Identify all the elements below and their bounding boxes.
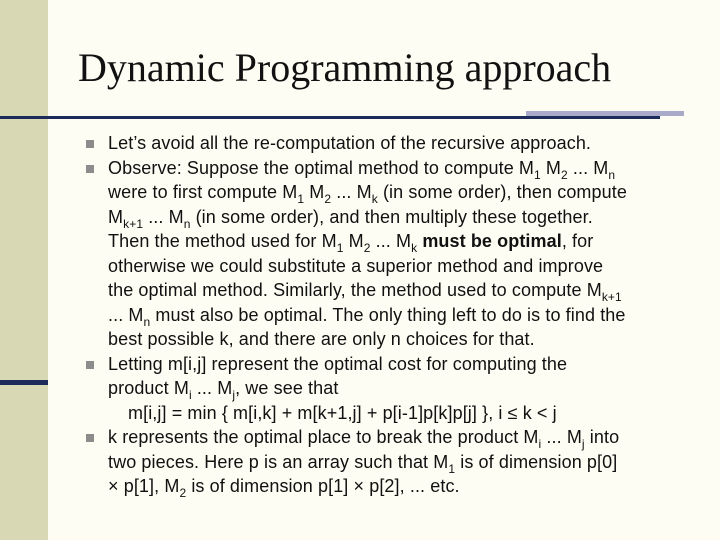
bullet-list xyxy=(84,131,684,499)
text-run: is of dimension p[1] × p[2], ... etc. xyxy=(186,476,460,496)
text-run: into xyxy=(584,427,620,447)
text-run: , for xyxy=(561,231,594,251)
bullet-item xyxy=(84,156,684,352)
subscript: 1 xyxy=(448,461,456,476)
subscript: 1 xyxy=(534,167,541,182)
text-run: Observe: Suppose the optimal method to compute M xyxy=(108,157,535,178)
bullet-item xyxy=(84,425,684,499)
subscript: 2 xyxy=(561,167,568,182)
text-run: ... M xyxy=(370,231,412,251)
subscript: 2 xyxy=(363,241,371,255)
text-line xyxy=(108,425,684,450)
text-run: Let’s avoid all the re-computation of the recursive approach. xyxy=(108,133,592,153)
text-run: ... M xyxy=(567,157,609,178)
text-run: m[i,j] = min { m[i,k] + m[k+1,j] + p[i-1]p[k]p[j] }, i ≤ k < j xyxy=(128,402,557,423)
subscript: 1 xyxy=(336,241,344,255)
title-divider xyxy=(0,116,660,119)
text-run: Then the method used for M xyxy=(108,231,337,251)
text-line xyxy=(108,474,684,499)
text-run: ... M xyxy=(108,304,144,325)
subscript: k xyxy=(411,241,418,255)
text-line xyxy=(108,131,684,156)
text-line xyxy=(108,327,684,352)
text-line xyxy=(108,376,684,401)
text-run: (in some order), then compute xyxy=(377,182,627,202)
text-run: (in some order), and then multiply these together. xyxy=(190,206,593,227)
recurrence-formula xyxy=(108,401,684,426)
text-run: ... M xyxy=(541,427,582,447)
bullet-square-icon xyxy=(86,140,94,148)
text-run: Letting m[i,j] represent the optimal cost for computing the xyxy=(108,353,568,374)
slide-title: Dynamic Programming approach xyxy=(78,45,612,90)
bullet-square-icon xyxy=(86,165,94,173)
left-accent-mark xyxy=(0,380,48,385)
text-run: M xyxy=(304,182,325,202)
text-run: ... M xyxy=(331,182,372,202)
text-run: is of dimension p[0] xyxy=(455,451,618,472)
text-line xyxy=(108,278,684,303)
text-run: × p[1], M xyxy=(108,476,180,496)
subscript: k xyxy=(371,192,378,206)
subscript: n xyxy=(143,314,151,329)
text-line xyxy=(108,205,684,230)
text-line xyxy=(108,303,684,328)
bullet-square-icon xyxy=(86,434,94,442)
text-run: otherwise we could substitute a superior method and improve xyxy=(108,255,604,276)
bullet-item xyxy=(84,352,684,426)
bullet-item xyxy=(84,131,684,156)
text-run: the optimal method. Similarly, the method used to compute M xyxy=(108,280,602,300)
subscript: 2 xyxy=(324,192,332,206)
subscript: k+1 xyxy=(123,216,144,231)
text-run: M xyxy=(108,206,124,227)
text-run: M xyxy=(343,231,364,251)
text-line xyxy=(108,352,684,377)
text-line xyxy=(108,156,684,181)
subscript: k+1 xyxy=(601,290,622,304)
text-run: two pieces. Here p is an array such that M xyxy=(108,451,449,472)
text-run: k represents the optimal place to break the product M xyxy=(108,427,539,447)
text-run: ... M xyxy=(191,378,233,398)
text-run: were to first compute M xyxy=(108,182,298,202)
left-decorative-band xyxy=(0,0,48,540)
bold-text: must be optimal xyxy=(422,231,562,251)
subscript: n xyxy=(183,216,191,231)
subscript: i xyxy=(188,388,192,402)
subscript: j xyxy=(232,388,236,402)
subscript: 2 xyxy=(179,486,187,500)
subscript: n xyxy=(608,167,616,182)
text-run: best possible k, and there are only n choices for that. xyxy=(108,329,535,349)
text-line xyxy=(108,254,684,279)
text-line xyxy=(108,180,684,205)
text-line xyxy=(108,229,684,254)
text-run: product M xyxy=(108,378,189,398)
text-run: must also be optimal. The only thing left to do is to find the xyxy=(150,304,626,325)
subscript: 1 xyxy=(297,192,305,206)
subscript: j xyxy=(581,437,585,451)
text-line xyxy=(108,450,684,475)
text-run: , we see that xyxy=(235,378,339,398)
subscript: i xyxy=(538,437,542,451)
text-run: ... M xyxy=(143,206,184,227)
text-run: M xyxy=(540,157,562,178)
bullet-square-icon xyxy=(86,361,94,369)
